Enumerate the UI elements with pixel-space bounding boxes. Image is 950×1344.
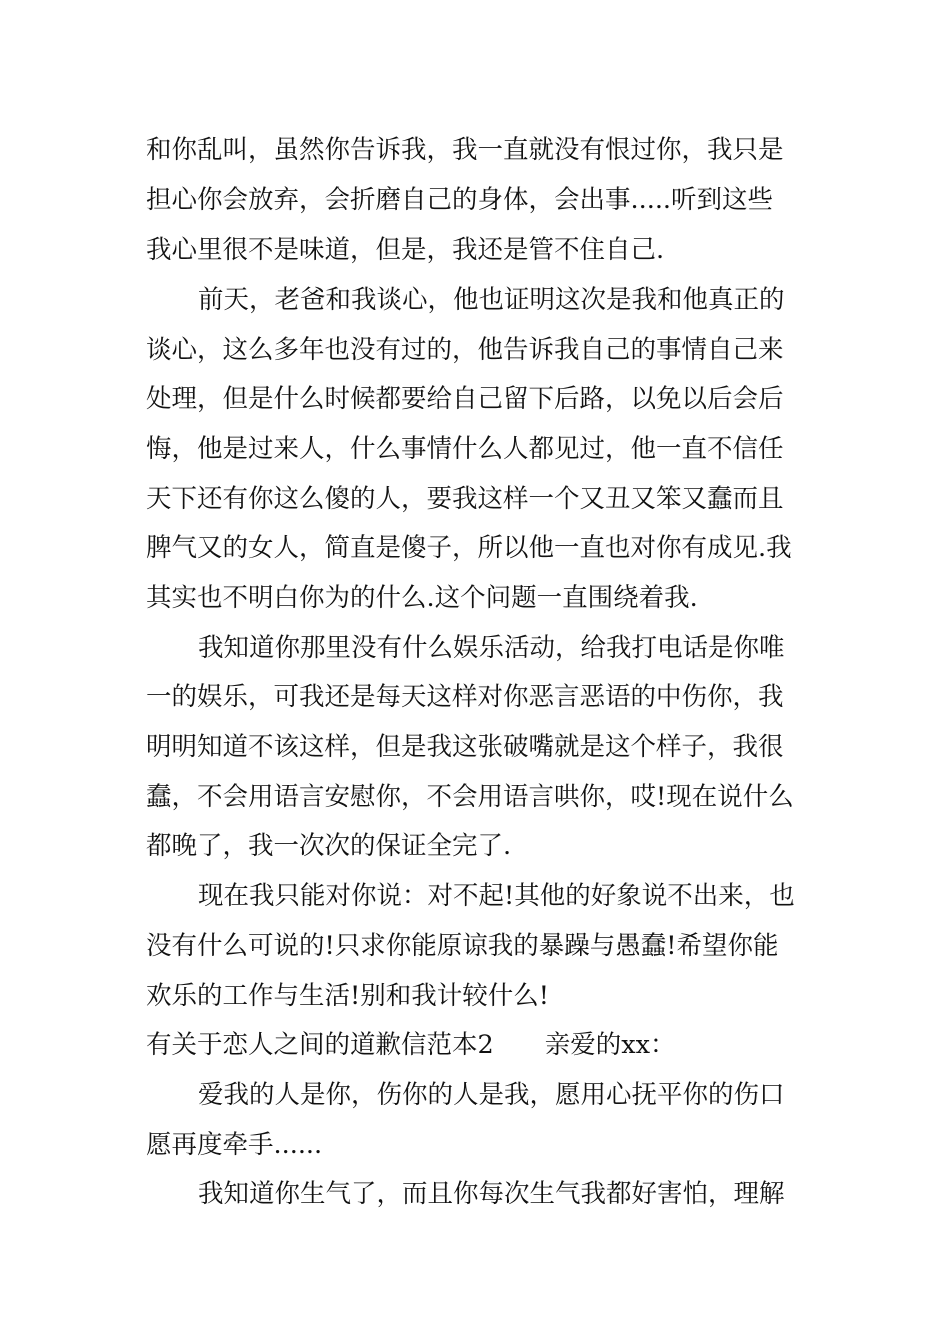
text-line: 处理，但是什么时候都要给自己留下后路，以免以后会后 xyxy=(146,384,784,414)
paragraph-first-line: 前天，老爸和我谈心，他也证明这次是我和他真正的 xyxy=(198,285,785,315)
text-line: 都晚了，我一次次的保证全完了. xyxy=(146,831,512,861)
section-heading: 有关于恋人之间的道歉信范本2 亲爱的xx： xyxy=(146,1030,676,1060)
paragraph-first-line: 现在我只能对你说：对不起!其他的好象说不出来，也 xyxy=(198,881,795,911)
text-line: 脾气又的女人，简直是傻子，所以他一直也对你有成见.我 xyxy=(146,533,792,563)
text-line: 其实也不明白你为的什么.这个问题一直围绕着我. xyxy=(146,583,698,613)
text-line: 愿再度牵手...... xyxy=(146,1130,323,1160)
text-line: 天下还有你这么傻的人，要我这样一个又丑又笨又蠢而且 xyxy=(146,484,784,514)
paragraph-first-line: 我知道你生气了，而且你每次生气我都好害怕，理解 xyxy=(198,1179,785,1209)
text-line: 欢乐的工作与生活!别和我计较什么! xyxy=(146,981,549,1011)
text-line: 和你乱叫，虽然你告诉我，我一直就没有恨过你，我只是 xyxy=(146,135,784,165)
text-line: 悔，他是过来人，什么事情什么人都见过，他一直不信任 xyxy=(146,434,784,464)
paragraph-first-line: 我知道你那里没有什么娱乐活动，给我打电话是你唯 xyxy=(198,633,785,663)
text-line: 明明知道不该这样，但是我这张破嘴就是这个样子，我很 xyxy=(146,732,784,762)
text-line: 一的娱乐，可我还是每天这样对你恶言恶语的中伤你，我 xyxy=(146,682,784,712)
text-line: 我心里很不是味道，但是，我还是管不住自己. xyxy=(146,235,665,265)
paragraph-first-line: 爱我的人是你，伤你的人是我，愿用心抚平你的伤口 xyxy=(198,1080,785,1110)
text-line: 没有什么可说的!只求你能原谅我的暴躁与愚蠢!希望你能 xyxy=(146,931,779,961)
text-line: 蠢，不会用语言安慰你，不会用语言哄你，哎!现在说什么 xyxy=(146,782,794,812)
text-line: 担心你会放弃，会折磨自己的身体，会出事.....听到这些 xyxy=(146,185,774,215)
text-line: 谈心，这么多年也没有过的，他告诉我自己的事情自己来 xyxy=(146,335,784,365)
